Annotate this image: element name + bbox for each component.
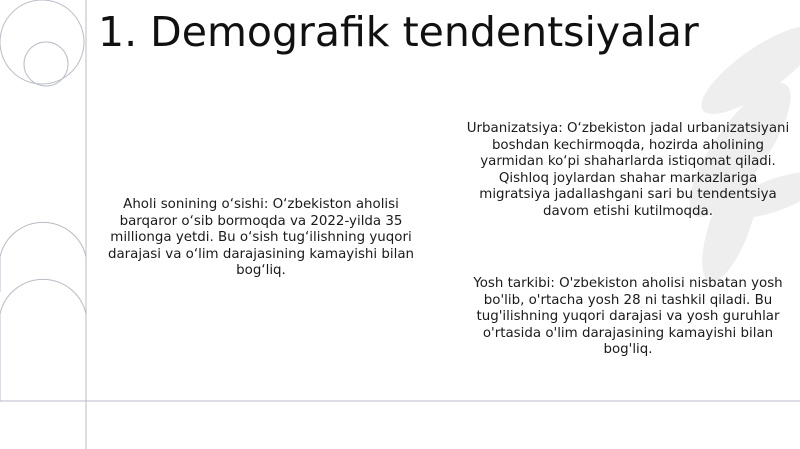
arch-lower	[0, 279, 86, 401]
population-growth-text: Aholi sonining o‘sishi: O‘zbekiston aholisi barqaror o‘sib bormoqda va 2022-yilda 35 millionga yetdi. Bu o‘sish tug‘ilishning yuqori darajasi va o‘lim darajasining kamayishi bilan bog‘liq.	[107, 197, 415, 279]
arch-middle	[0, 222, 86, 292]
slide-title: 1. Demografik tendentsiyalar	[98, 8, 699, 56]
age-structure-text: Yosh tarkibi: O'zbekiston aholisi nisbatan yosh bo'lib, o'rtacha yosh 28 ni tashkil qiladi. Bu tug'ilishning yuqori darajasi va yosh guruhlar o'rtasida o'lim darajasining kamayishi bilan bog'liq.	[473, 276, 783, 358]
urbanization-text: Urbanizatsiya: O‘zbekiston jadal urbanizatsiyani boshdan kechirmoqda, hozirda aholining yarmidan ko‘pi shaharlarda istiqomat qiladi. Qishloq joylardan shahar markazlariga migratsiya jadallashgani sari bu tendentsiya davom etishi kutilmoqda.	[466, 121, 790, 219]
small-circle-top	[24, 42, 68, 86]
